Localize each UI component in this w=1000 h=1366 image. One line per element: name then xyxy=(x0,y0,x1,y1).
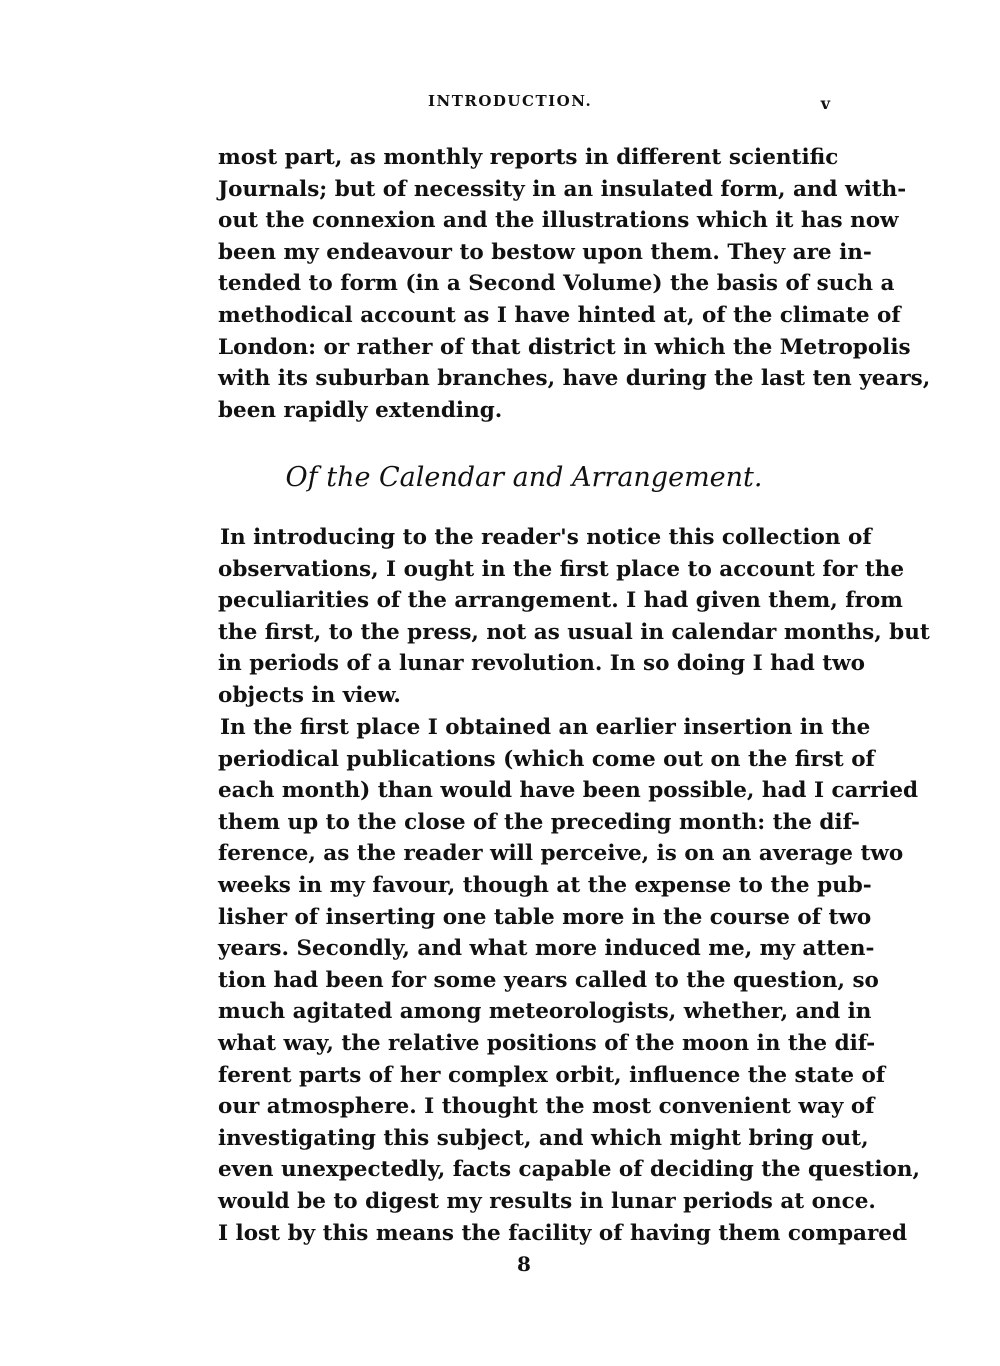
text-line: London: or rather of that district in which the Metropolis xyxy=(218,334,911,360)
text-line: been rapidly extending. xyxy=(218,397,503,423)
paragraph-introduction xyxy=(218,522,930,712)
text-line: would be to digest my results in lunar periods at once. xyxy=(218,1188,876,1214)
text-line: periodical publications (which come out on the first of xyxy=(218,746,875,772)
text-line: with its suburban branches, have during the last ten years, xyxy=(218,366,931,392)
text-line: even unexpectedly, facts capable of deciding the question, xyxy=(218,1157,921,1183)
text-line: objects in view. xyxy=(218,682,401,708)
text-line: methodical account as I have hinted at, of the climate of xyxy=(218,302,901,328)
text-line: In the first place I obtained an earlier insertion in the xyxy=(220,715,871,740)
text-line: peculiarities of the arrangement. I had given them, from xyxy=(218,588,903,614)
text-line: out the connexion and the illustrations which it has now xyxy=(218,208,899,234)
text-line: tion had been for some years called to the question, so xyxy=(218,967,879,993)
text-line: observations, I ought in the first place to account for the xyxy=(218,556,905,582)
paragraph-first-place xyxy=(218,712,921,1249)
text-line: I lost by this means the facility of having them compared xyxy=(218,1220,907,1246)
text-line: the first, to the press, not as usual in calendar months, but xyxy=(218,619,930,645)
page-header xyxy=(218,92,830,120)
text-line: Journals; but of necessity in an insulated form, and with- xyxy=(218,176,907,202)
text-line: weeks in my favour, though at the expense to the pub- xyxy=(218,872,872,898)
paragraph-continuation xyxy=(218,142,931,426)
text-line: tended to form (in a Second Volume) the basis of such a xyxy=(218,271,895,297)
signature-mark: 8 xyxy=(517,1252,531,1276)
text-line: in periods of a lunar revolution. In so doing I had two xyxy=(218,651,865,677)
page-number: v xyxy=(820,94,830,113)
text-line: most part, as monthly reports in different scientific xyxy=(218,145,839,170)
running-head: INTRODUCTION. xyxy=(428,92,593,110)
text-line: In introducing to the reader's notice this collection of xyxy=(220,525,872,550)
text-line: what way, the relative positions of the moon in the dif- xyxy=(218,1030,876,1056)
text-line: each month) than would have been possible, had I carried xyxy=(218,778,919,804)
section-heading: Of the Calendar and Arrangement. xyxy=(285,462,763,493)
text-line: been my endeavour to bestow upon them. They are in- xyxy=(218,239,872,265)
text-line: years. Secondly, and what more induced me, my atten- xyxy=(218,936,875,962)
text-line: lisher of inserting one table more in the course of two xyxy=(218,904,872,930)
text-line: ferent parts of her complex orbit, influence the state of xyxy=(218,1062,886,1088)
text-line: investigating this subject, and which might bring out, xyxy=(218,1125,869,1151)
text-line: much agitated among meteorologists, whether, and in xyxy=(218,999,872,1025)
text-line: our atmosphere. I thought the most convenient way of xyxy=(218,1094,875,1120)
text-line: ference, as the reader will perceive, is on an average two xyxy=(218,841,904,867)
text-line: them up to the close of the preceding month: the dif- xyxy=(218,809,860,835)
